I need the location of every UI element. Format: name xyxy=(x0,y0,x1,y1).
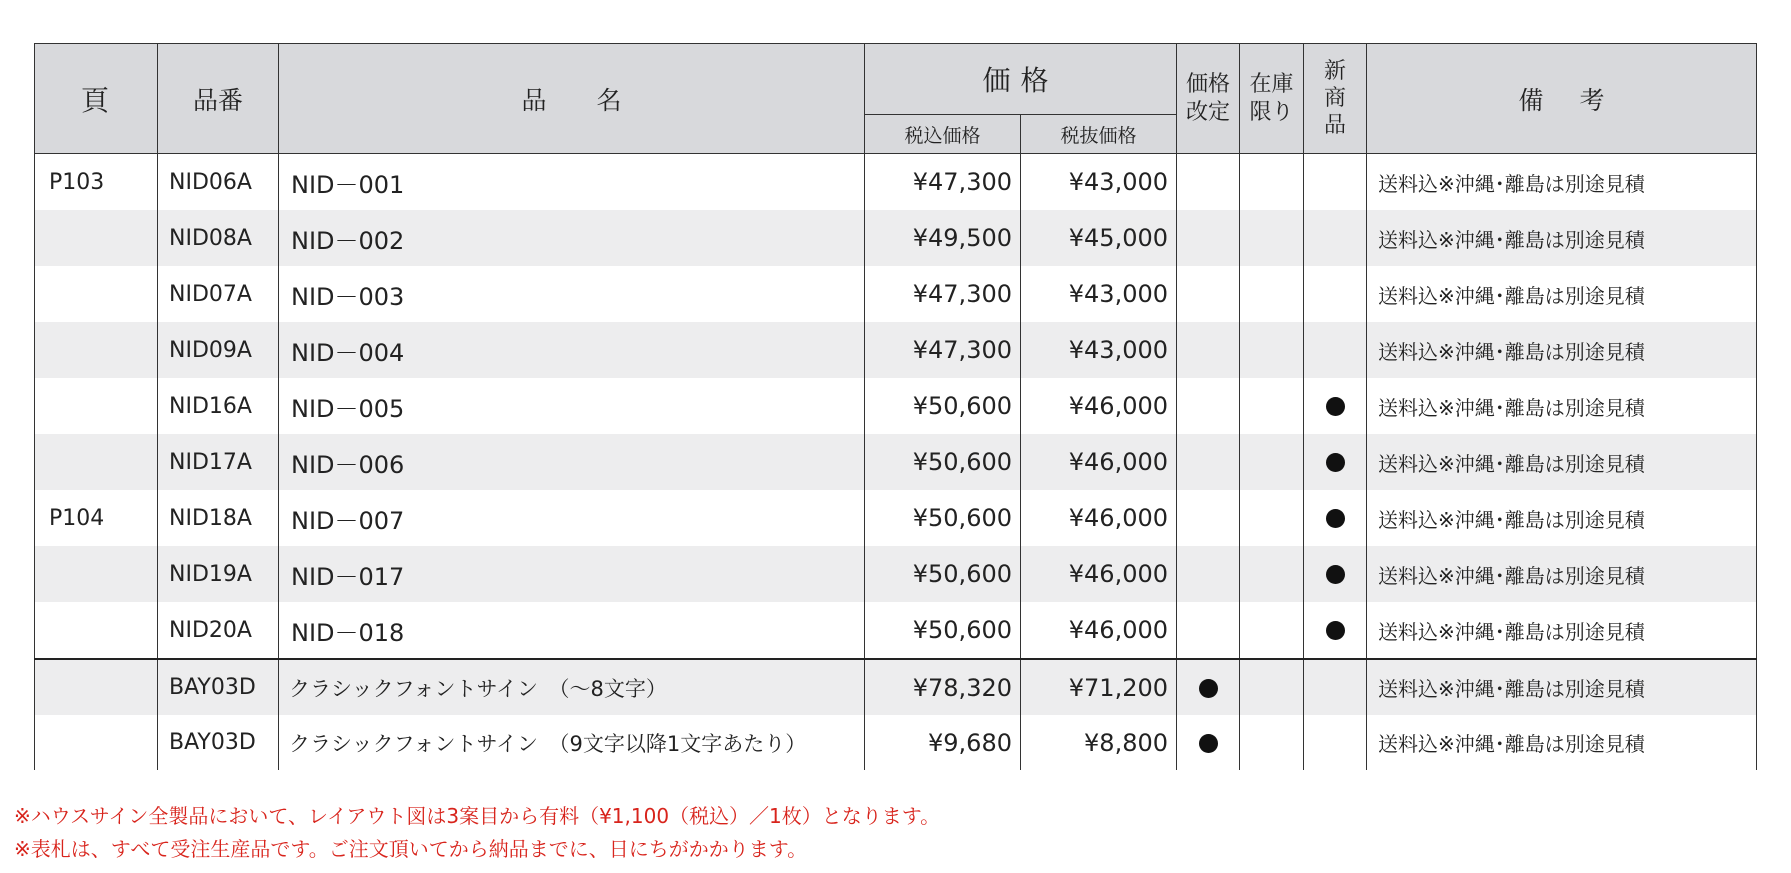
cell-price-excl: ¥43,000 xyxy=(1021,266,1177,322)
cell-remarks: 送料込※沖縄･離島は別途見積 xyxy=(1367,602,1757,659)
header-name: 品 名 xyxy=(279,44,865,154)
cell-code: BAY03D xyxy=(158,659,279,715)
cell-name: NID－017 xyxy=(279,546,865,602)
header-remarks: 備考 xyxy=(1367,44,1757,154)
cell-name: NID－018 xyxy=(279,602,865,659)
cell-name: NID－006 xyxy=(279,434,865,490)
cell-code: NID16A xyxy=(158,378,279,434)
cell-price-incl: ¥50,600 xyxy=(865,490,1021,546)
bullet-mark-icon xyxy=(1199,679,1218,698)
header-limited-stock: 在庫 限り xyxy=(1240,44,1304,154)
cell-code: NID20A xyxy=(158,602,279,659)
table-row xyxy=(35,266,1757,322)
cell-remarks: 送料込※沖縄･離島は別途見積 xyxy=(1367,266,1757,322)
cell-limited-stock xyxy=(1240,490,1304,546)
cell-page: P103 xyxy=(35,154,158,211)
cell-limited-stock xyxy=(1240,266,1304,322)
cell-page xyxy=(35,434,158,490)
cell-code: NID17A xyxy=(158,434,279,490)
bullet-mark-icon xyxy=(1326,397,1345,416)
header-price-revision: 価格 改定 xyxy=(1177,44,1240,154)
cell-new-product xyxy=(1304,378,1367,434)
cell-price-revision xyxy=(1177,154,1240,211)
cell-new-product xyxy=(1304,715,1367,770)
bullet-mark-icon xyxy=(1326,565,1345,584)
cell-price-revision xyxy=(1177,322,1240,378)
cell-name: NID－005 xyxy=(279,378,865,434)
table-header xyxy=(35,44,1757,154)
cell-remarks: 送料込※沖縄･離島は別途見積 xyxy=(1367,715,1757,770)
table-row xyxy=(35,490,1757,546)
cell-new-product xyxy=(1304,434,1367,490)
cell-new-product xyxy=(1304,490,1367,546)
cell-page xyxy=(35,210,158,266)
cell-limited-stock xyxy=(1240,434,1304,490)
header-new-product: 新 商 品 xyxy=(1304,44,1367,154)
cell-price-excl: ¥45,000 xyxy=(1021,210,1177,266)
cell-price-revision xyxy=(1177,434,1240,490)
cell-page xyxy=(35,659,158,715)
cell-remarks: 送料込※沖縄･離島は別途見積 xyxy=(1367,378,1757,434)
header-price: 価格 xyxy=(865,44,1177,115)
cell-remarks: 送料込※沖縄･離島は別途見積 xyxy=(1367,659,1757,715)
cell-code: NID08A xyxy=(158,210,279,266)
price-table xyxy=(34,43,1757,770)
cell-name: NID－007 xyxy=(279,490,865,546)
cell-price-excl: ¥43,000 xyxy=(1021,154,1177,211)
footnote-layout-fee: ※ハウスサイン全製品において、レイアウト図は3案目から有料（¥1,100（税込）／1枚）となります。 xyxy=(14,804,941,828)
cell-new-product xyxy=(1304,154,1367,211)
cell-code: NID07A xyxy=(158,266,279,322)
cell-price-incl: ¥9,680 xyxy=(865,715,1021,770)
cell-limited-stock xyxy=(1240,715,1304,770)
cell-price-excl: ¥43,000 xyxy=(1021,322,1177,378)
cell-price-incl: ¥50,600 xyxy=(865,602,1021,659)
price-table-container xyxy=(34,43,1756,770)
bullet-mark-icon xyxy=(1326,453,1345,472)
cell-new-product xyxy=(1304,266,1367,322)
cell-remarks: 送料込※沖縄･離島は別途見積 xyxy=(1367,490,1757,546)
header-price-incl: 税込価格 xyxy=(865,115,1021,154)
header-code: 品番 xyxy=(158,44,279,154)
table-body xyxy=(35,154,1757,771)
cell-name: クラシックフォントサイン （～8文字） xyxy=(279,659,865,715)
cell-name: NID－001 xyxy=(279,154,865,211)
cell-remarks: 送料込※沖縄･離島は別途見積 xyxy=(1367,210,1757,266)
cell-price-revision xyxy=(1177,490,1240,546)
cell-remarks: 送料込※沖縄･離島は別途見積 xyxy=(1367,546,1757,602)
cell-remarks: 送料込※沖縄･離島は別途見積 xyxy=(1367,322,1757,378)
cell-price-revision xyxy=(1177,546,1240,602)
cell-code: NID09A xyxy=(158,322,279,378)
cell-price-incl: ¥78,320 xyxy=(865,659,1021,715)
cell-page xyxy=(35,602,158,659)
header-page: 頁 xyxy=(35,44,158,154)
cell-price-incl: ¥49,500 xyxy=(865,210,1021,266)
cell-new-product xyxy=(1304,210,1367,266)
cell-price-excl: ¥46,000 xyxy=(1021,434,1177,490)
cell-limited-stock xyxy=(1240,154,1304,211)
bullet-mark-icon xyxy=(1199,734,1218,753)
table-row xyxy=(35,659,1757,715)
cell-price-revision xyxy=(1177,378,1240,434)
cell-page xyxy=(35,378,158,434)
cell-price-excl: ¥46,000 xyxy=(1021,602,1177,659)
table-row xyxy=(35,602,1757,659)
cell-price-incl: ¥47,300 xyxy=(865,266,1021,322)
cell-limited-stock xyxy=(1240,378,1304,434)
cell-limited-stock xyxy=(1240,210,1304,266)
cell-price-excl: ¥71,200 xyxy=(1021,659,1177,715)
cell-name: NID－003 xyxy=(279,266,865,322)
cell-new-product xyxy=(1304,546,1367,602)
cell-new-product xyxy=(1304,659,1367,715)
cell-page: P104 xyxy=(35,490,158,546)
cell-price-incl: ¥47,300 xyxy=(865,154,1021,211)
header-price-excl: 税抜価格 xyxy=(1021,115,1177,154)
cell-new-product xyxy=(1304,322,1367,378)
cell-code: NID18A xyxy=(158,490,279,546)
cell-price-incl: ¥50,600 xyxy=(865,378,1021,434)
cell-page xyxy=(35,322,158,378)
cell-price-revision xyxy=(1177,266,1240,322)
table-row xyxy=(35,210,1757,266)
cell-price-excl: ¥8,800 xyxy=(1021,715,1177,770)
cell-name: クラシックフォントサイン （9文字以降1文字あたり） xyxy=(279,715,865,770)
cell-price-incl: ¥47,300 xyxy=(865,322,1021,378)
cell-price-revision xyxy=(1177,659,1240,715)
cell-page xyxy=(35,266,158,322)
bullet-mark-icon xyxy=(1326,509,1345,528)
cell-price-incl: ¥50,600 xyxy=(865,434,1021,490)
table-row xyxy=(35,322,1757,378)
cell-remarks: 送料込※沖縄･離島は別途見積 xyxy=(1367,434,1757,490)
cell-remarks: 送料込※沖縄･離島は別途見積 xyxy=(1367,154,1757,211)
table-row xyxy=(35,546,1757,602)
footnotes xyxy=(14,800,940,866)
cell-code: NID06A xyxy=(158,154,279,211)
table-row xyxy=(35,154,1757,211)
cell-name: NID－002 xyxy=(279,210,865,266)
cell-price-excl: ¥46,000 xyxy=(1021,546,1177,602)
cell-page xyxy=(35,715,158,770)
cell-limited-stock xyxy=(1240,602,1304,659)
cell-limited-stock xyxy=(1240,546,1304,602)
cell-price-revision xyxy=(1177,715,1240,770)
table-row xyxy=(35,715,1757,770)
cell-name: NID－004 xyxy=(279,322,865,378)
cell-code: NID19A xyxy=(158,546,279,602)
cell-limited-stock xyxy=(1240,659,1304,715)
cell-code: BAY03D xyxy=(158,715,279,770)
cell-price-incl: ¥50,600 xyxy=(865,546,1021,602)
table-row xyxy=(35,434,1757,490)
cell-limited-stock xyxy=(1240,322,1304,378)
cell-price-excl: ¥46,000 xyxy=(1021,378,1177,434)
footnote-made-to-order: ※表札は、すべて受注生産品です。ご注文頂いてから納品までに、日にちがかかります。 xyxy=(14,837,808,861)
bullet-mark-icon xyxy=(1326,621,1345,640)
cell-price-excl: ¥46,000 xyxy=(1021,490,1177,546)
cell-new-product xyxy=(1304,602,1367,659)
cell-price-revision xyxy=(1177,210,1240,266)
table-row xyxy=(35,378,1757,434)
cell-price-revision xyxy=(1177,602,1240,659)
cell-page xyxy=(35,546,158,602)
